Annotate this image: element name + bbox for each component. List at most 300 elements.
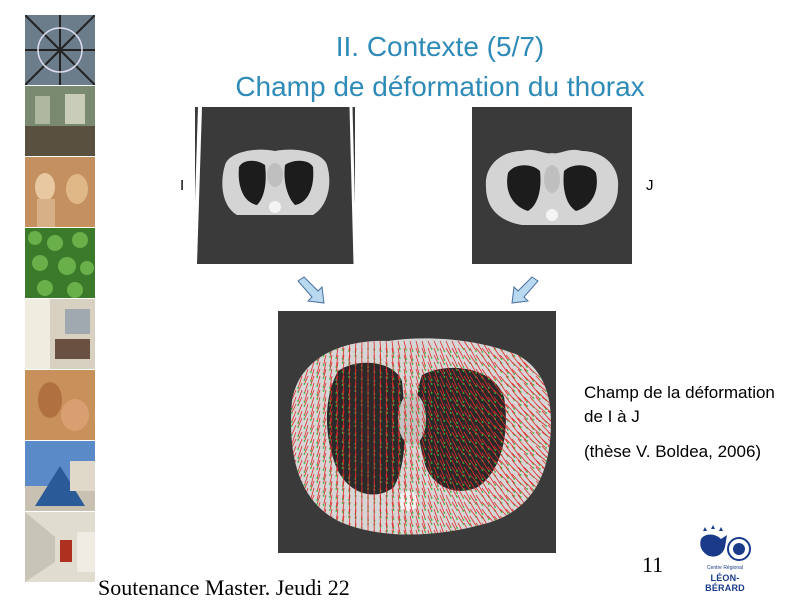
deformation-vector-tip xyxy=(437,463,439,465)
deformation-vector-tip xyxy=(450,425,452,427)
deformation-vector-tip xyxy=(329,474,331,476)
deformation-vector-tip xyxy=(437,432,439,434)
deformation-vector-tip xyxy=(431,383,433,385)
deformation-vector-tip xyxy=(482,434,484,436)
deformation-vector-tip xyxy=(463,357,465,359)
deformation-vector-tip xyxy=(329,391,331,393)
deformation-vector-tip xyxy=(437,489,439,491)
ct-image-i xyxy=(195,107,355,264)
deformation-vector-tip xyxy=(424,461,426,463)
deformation-vector-tip xyxy=(488,413,490,415)
caption-deformation: Champ de la déformation de I à J xyxy=(584,381,784,429)
deformation-vector-tip xyxy=(412,411,414,413)
photo-sculptures xyxy=(25,157,95,227)
deformation-vector-tip xyxy=(431,453,433,455)
deformation-vector-tip xyxy=(494,401,496,403)
deformation-vector-tip xyxy=(393,531,395,533)
deformation-vector-tip xyxy=(456,378,458,380)
deformation-vector-tip xyxy=(469,393,471,395)
deformation-vector-tip xyxy=(323,482,325,484)
deformation-vector-tip xyxy=(316,442,318,444)
deformation-vector-tip xyxy=(297,413,299,415)
deformation-vector-tip xyxy=(418,456,420,458)
deformation-vector-tip xyxy=(418,386,420,388)
deformation-vector-tip xyxy=(393,474,395,476)
deformation-vector-tip xyxy=(456,518,458,520)
deformation-vector-tip xyxy=(463,484,465,486)
deformation-vector-tip xyxy=(431,357,433,359)
deformation-vector-tip xyxy=(316,464,318,466)
deformation-vector-tip xyxy=(329,496,331,498)
deformation-vector-tip xyxy=(463,436,465,438)
deformation-vector-tip xyxy=(494,449,496,451)
deformation-vector-tip xyxy=(424,474,426,476)
deformation-vector-tip xyxy=(405,432,407,434)
deformation-vector-tip xyxy=(342,362,344,364)
deformation-vector-tip xyxy=(526,383,528,385)
deformation-vector-tip xyxy=(443,385,445,387)
deformation-vector-tip xyxy=(412,525,414,527)
deformation-vector-tip xyxy=(304,440,306,442)
deformation-vector-tip xyxy=(526,488,528,490)
deformation-vector-tip xyxy=(329,404,331,406)
deformation-vector-tip xyxy=(431,370,433,372)
deformation-vector-tip xyxy=(431,484,433,486)
deformation-vector-tip xyxy=(418,478,420,480)
deformation-vector-tip xyxy=(304,449,306,451)
deformation-vector-tip xyxy=(316,490,318,492)
deformation-vector-tip xyxy=(310,441,312,443)
deformation-vector-tip xyxy=(443,503,445,505)
deformation-field-image xyxy=(278,311,556,553)
deformation-vector-tip xyxy=(310,454,312,456)
deformation-vector-tip xyxy=(329,439,331,441)
deformation-vector-tip xyxy=(482,408,484,410)
deformation-vector-tip xyxy=(431,471,433,473)
deformation-vector-tip xyxy=(450,377,452,379)
deformation-vector-tip xyxy=(443,420,445,422)
deformation-vector-tip xyxy=(418,482,420,484)
deformation-vector-tip xyxy=(304,453,306,455)
deformation-vector-tip xyxy=(431,506,433,508)
deformation-vector-tip xyxy=(463,414,465,416)
deformation-vector-tip xyxy=(475,385,477,387)
deformation-vector-tip xyxy=(412,398,414,400)
deformation-vector-tip xyxy=(494,506,496,508)
deformation-vector-tip xyxy=(310,476,312,478)
deformation-vector-tip xyxy=(424,439,426,441)
deformation-vector-tip xyxy=(310,415,312,417)
deformation-vector-tip xyxy=(304,471,306,473)
deformation-vector-tip xyxy=(399,383,401,385)
deformation-vector-tip xyxy=(304,484,306,486)
deformation-vector-tip xyxy=(405,384,407,386)
deformation-vector-tip xyxy=(316,446,318,448)
deformation-vector-tip xyxy=(342,384,344,386)
deformation-vector-tip xyxy=(443,468,445,470)
deformation-vector-tip xyxy=(431,401,433,403)
deformation-vector-tip xyxy=(304,418,306,420)
deformation-vector-tip xyxy=(393,413,395,415)
deformation-vector-tip xyxy=(431,366,433,368)
deformation-vector-tip xyxy=(482,386,484,388)
photo-pyramid-building xyxy=(25,441,95,511)
deformation-vector-tip xyxy=(310,371,312,373)
deformation-vector-tip xyxy=(424,435,426,437)
deformation-vector-tip xyxy=(329,426,331,428)
deformation-vector-tip xyxy=(316,503,318,505)
deformation-vector-tip xyxy=(393,426,395,428)
deformation-vector-tip xyxy=(323,495,325,497)
deformation-vector-tip xyxy=(399,497,401,499)
deformation-vector-tip xyxy=(393,448,395,450)
deformation-vector-tip xyxy=(501,463,503,465)
deformation-vector-tip xyxy=(424,492,426,494)
deformation-vector-tip xyxy=(399,357,401,359)
deformation-vector-tip xyxy=(323,447,325,449)
deformation-vector-tip xyxy=(304,427,306,429)
deformation-vector-tip xyxy=(316,477,318,479)
deformation-vector-tip xyxy=(335,488,337,490)
deformation-vector-tip xyxy=(469,358,471,360)
deformation-vector-tip xyxy=(399,510,401,512)
deformation-vector-tip xyxy=(488,518,490,520)
deformation-vector-tip xyxy=(469,498,471,500)
deformation-vector-tip xyxy=(443,490,445,492)
deformation-vector-tip xyxy=(545,425,547,427)
deformation-vector-tip xyxy=(475,407,477,409)
deformation-vector-tip xyxy=(323,504,325,506)
deformation-vector-tip xyxy=(431,449,433,451)
deformation-vector-tip xyxy=(475,464,477,466)
deformation-vector-tip xyxy=(469,520,471,522)
deformation-vector-tip xyxy=(482,504,484,506)
deformation-vector-tip xyxy=(456,404,458,406)
deformation-vector-tip xyxy=(418,434,420,436)
deformation-vector-tip xyxy=(443,376,445,378)
deformation-vector-tip xyxy=(431,405,433,407)
deformation-vector-tip xyxy=(463,427,465,429)
deformation-vector-tip xyxy=(437,397,439,399)
deformation-vector-tip xyxy=(482,364,484,366)
deformation-vector-tip xyxy=(431,418,433,420)
deformation-vector-tip xyxy=(418,373,420,375)
deformation-vector-tip xyxy=(533,467,535,469)
deformation-vector-tip xyxy=(463,405,465,407)
deformation-vector-tip xyxy=(456,369,458,371)
deformation-vector-tip xyxy=(450,434,452,436)
deformation-vector-tip xyxy=(475,455,477,457)
deformation-vector-tip xyxy=(520,369,522,371)
deformation-vector-tip xyxy=(513,478,515,480)
deformation-vector-tip xyxy=(501,415,503,417)
photo-strip xyxy=(25,15,95,582)
deformation-vector-tip xyxy=(431,348,433,350)
deformation-vector-tip xyxy=(418,517,420,519)
deformation-vector-tip xyxy=(405,406,407,408)
deformation-vector-tip xyxy=(418,447,420,449)
deformation-vector-tip xyxy=(431,427,433,429)
deformation-vector-tip xyxy=(443,446,445,448)
deformation-vector-tip xyxy=(488,470,490,472)
deformation-vector-tip xyxy=(412,481,414,483)
photo-glass-roof xyxy=(25,15,95,85)
deformation-vector-tip xyxy=(405,397,407,399)
deformation-vector-tip xyxy=(450,399,452,401)
deformation-vector-tip xyxy=(513,373,515,375)
deformation-vector-tip xyxy=(463,370,465,372)
deformation-vector-tip xyxy=(393,356,395,358)
deformation-vector-tip xyxy=(469,450,471,452)
deformation-vector-tip xyxy=(520,492,522,494)
deformation-vector-tip xyxy=(418,377,420,379)
deformation-vector-tip xyxy=(418,412,420,414)
deformation-vector-tip xyxy=(437,371,439,373)
deformation-vector-tip xyxy=(431,475,433,477)
deformation-vector-tip xyxy=(469,476,471,478)
deformation-vector-tip xyxy=(545,412,547,414)
deformation-vector-tip xyxy=(450,408,452,410)
deformation-vector-tip xyxy=(437,362,439,364)
deformation-vector-tip xyxy=(412,477,414,479)
deformation-vector-tip xyxy=(393,439,395,441)
deformation-vector-tip xyxy=(545,447,547,449)
deformation-vector-tip xyxy=(443,512,445,514)
deformation-vector-tip xyxy=(291,425,293,427)
deformation-vector-tip xyxy=(463,440,465,442)
deformation-vector-tip xyxy=(335,405,337,407)
deformation-vector-tip xyxy=(450,421,452,423)
deformation-vector-tip xyxy=(335,427,337,429)
deformation-vector-tip xyxy=(316,385,318,387)
deformation-vector-tip xyxy=(450,447,452,449)
deformation-vector-tip xyxy=(443,411,445,413)
deformation-vector-tip xyxy=(405,511,407,513)
deformation-vector-tip xyxy=(501,498,503,500)
deformation-vector-tip xyxy=(469,371,471,373)
deformation-vector-tip xyxy=(463,519,465,521)
deformation-vector-tip xyxy=(463,510,465,512)
deformation-vector-tip xyxy=(450,504,452,506)
deformation-vector-tip xyxy=(463,506,465,508)
deformation-vector-tip xyxy=(424,369,426,371)
deformation-vector-tip xyxy=(443,407,445,409)
deformation-vector-tip xyxy=(418,491,420,493)
deformation-vector-tip xyxy=(456,492,458,494)
deformation-vector-tip xyxy=(456,470,458,472)
deformation-vector-tip xyxy=(450,460,452,462)
deformation-vector-tip xyxy=(456,391,458,393)
deformation-vector-tip xyxy=(443,477,445,479)
deformation-vector-tip xyxy=(488,352,490,354)
deformation-vector-tip xyxy=(431,414,433,416)
deformation-vector-tip xyxy=(418,408,420,410)
deformation-vector-tip xyxy=(482,491,484,493)
deformation-vector-tip xyxy=(488,387,490,389)
slide-title-line2: Champ de déformation du thorax xyxy=(120,70,760,104)
deformation-vector-tip xyxy=(443,442,445,444)
deformation-vector-tip xyxy=(424,505,426,507)
deformation-vector-tip xyxy=(399,370,401,372)
deformation-vector-tip xyxy=(437,498,439,500)
deformation-vector-tip xyxy=(437,349,439,351)
deformation-vector-tip xyxy=(412,468,414,470)
deformation-vector-tip xyxy=(405,371,407,373)
deformation-vector-tip xyxy=(443,455,445,457)
deformation-vector-tip xyxy=(520,404,522,406)
deformation-vector-tip xyxy=(393,483,395,485)
label-image-i: I xyxy=(180,177,184,194)
deformation-vector-tip xyxy=(456,356,458,358)
deformation-vector-tip xyxy=(456,352,458,354)
deformation-vector-tip xyxy=(304,436,306,438)
deformation-vector-tip xyxy=(399,475,401,477)
deformation-vector-tip xyxy=(418,443,420,445)
deformation-vector-tip xyxy=(469,441,471,443)
deformation-vector-tip xyxy=(424,448,426,450)
caption-reference: (thèse V. Boldea, 2006) xyxy=(584,440,784,464)
deformation-vector-tip xyxy=(393,496,395,498)
deformation-vector-tip xyxy=(469,485,471,487)
deformation-vector-tip xyxy=(450,482,452,484)
deformation-vector-tip xyxy=(310,489,312,491)
deformation-vector-tip xyxy=(310,432,312,434)
deformation-vector-tip xyxy=(399,418,401,420)
deformation-vector-tip xyxy=(304,383,306,385)
deformation-vector-tip xyxy=(450,373,452,375)
deformation-vector-tip xyxy=(329,461,331,463)
deformation-vector-tip xyxy=(323,412,325,414)
deformation-vector-tip xyxy=(456,461,458,463)
deformation-vector-tip xyxy=(329,448,331,450)
deformation-vector-tip xyxy=(443,429,445,431)
deformation-vector-tip xyxy=(488,422,490,424)
deformation-vector-tip xyxy=(431,462,433,464)
deformation-vector-tip xyxy=(316,468,318,470)
deformation-vector-tip xyxy=(456,400,458,402)
deformation-vector-tip xyxy=(335,497,337,499)
deformation-vector-tip xyxy=(297,404,299,406)
deformation-vector-tip xyxy=(405,441,407,443)
deformation-vector-tip xyxy=(316,363,318,365)
deformation-vector-tip xyxy=(450,491,452,493)
deformation-vector-tip xyxy=(424,457,426,459)
deformation-vector-tip xyxy=(297,387,299,389)
deformation-vector-tip xyxy=(310,463,312,465)
deformation-vector-tip xyxy=(488,400,490,402)
deformation-vector-tip xyxy=(424,400,426,402)
deformation-vector-tip xyxy=(520,457,522,459)
deformation-vector-tip xyxy=(310,393,312,395)
deformation-vector-tip xyxy=(424,387,426,389)
deformation-vector-tip xyxy=(424,404,426,406)
deformation-vector-tip xyxy=(329,413,331,415)
deformation-vector-tip xyxy=(310,450,312,452)
deformation-vector-tip xyxy=(443,516,445,518)
deformation-vector-tip xyxy=(507,394,509,396)
deformation-vector-tip xyxy=(342,397,344,399)
deformation-vector-tip xyxy=(520,422,522,424)
deformation-vector-tip xyxy=(456,422,458,424)
deformation-vector-tip xyxy=(412,420,414,422)
deformation-vector-tip xyxy=(469,415,471,417)
deformation-vector-tip xyxy=(513,443,515,445)
deformation-vector-tip xyxy=(393,391,395,393)
slide-title-line1: II. Contexte (5/7) xyxy=(120,30,760,64)
deformation-vector-tip xyxy=(412,512,414,514)
deformation-vector-tip xyxy=(412,372,414,374)
deformation-vector-tip xyxy=(323,460,325,462)
photo-corridor xyxy=(25,512,95,582)
deformation-vector-tip xyxy=(399,348,401,350)
deformation-vector-tip xyxy=(456,505,458,507)
deformation-vector-tip xyxy=(513,408,515,410)
deformation-vector-tip xyxy=(405,454,407,456)
deformation-vector-tip xyxy=(507,359,509,361)
deformation-vector-tip xyxy=(405,467,407,469)
deformation-vector-tip xyxy=(304,379,306,381)
deformation-vector-tip xyxy=(342,349,344,351)
deformation-vector-tip xyxy=(316,411,318,413)
deformation-vector-tip xyxy=(456,496,458,498)
deformation-vector-tip xyxy=(494,414,496,416)
deformation-vector-tip xyxy=(482,513,484,515)
deformation-vector-tip xyxy=(297,400,299,402)
deformation-vector-tip xyxy=(405,502,407,504)
deformation-vector-tip xyxy=(437,415,439,417)
logo-text-line1: Centre Régional xyxy=(695,565,755,571)
deformation-vector-tip xyxy=(463,392,465,394)
deformation-vector-tip xyxy=(342,467,344,469)
deformation-vector-tip xyxy=(463,449,465,451)
deformation-vector-tip xyxy=(443,464,445,466)
deformation-vector-tip xyxy=(424,496,426,498)
deformation-vector-tip xyxy=(443,398,445,400)
deformation-vector-tip xyxy=(399,462,401,464)
deformation-vector-tip xyxy=(494,484,496,486)
deformation-vector-tip xyxy=(482,469,484,471)
deformation-vector-tip xyxy=(456,509,458,511)
deformation-vector-tip xyxy=(297,435,299,437)
deformation-vector-tip xyxy=(431,392,433,394)
deformation-vector-tip xyxy=(463,462,465,464)
deformation-vector-tip xyxy=(533,454,535,456)
deformation-vector-tip xyxy=(437,454,439,456)
deformation-vector-tip xyxy=(304,475,306,477)
deformation-vector-tip xyxy=(488,365,490,367)
deformation-vector-tip xyxy=(437,384,439,386)
deformation-vector-tip xyxy=(469,428,471,430)
deformation-vector-tip xyxy=(335,440,337,442)
deformation-vector-tip xyxy=(450,517,452,519)
deformation-vector-tip xyxy=(482,373,484,375)
deformation-vector-tip xyxy=(520,474,522,476)
deformation-vector-tip xyxy=(456,483,458,485)
deformation-vector-tip xyxy=(475,350,477,352)
deformation-vector-tip xyxy=(297,391,299,393)
deformation-vector-tip xyxy=(437,520,439,522)
deformation-vector-tip xyxy=(335,357,337,359)
deformation-vector-tip xyxy=(297,439,299,441)
deformation-vector-tip xyxy=(494,379,496,381)
deformation-vector-tip xyxy=(418,460,420,462)
deformation-vector-tip xyxy=(450,390,452,392)
deformation-vector-tip xyxy=(507,464,509,466)
deformation-vector-tip xyxy=(329,483,331,485)
deformation-vector-tip xyxy=(456,435,458,437)
deformation-vector-tip xyxy=(501,485,503,487)
deformation-vector-tip xyxy=(450,443,452,445)
